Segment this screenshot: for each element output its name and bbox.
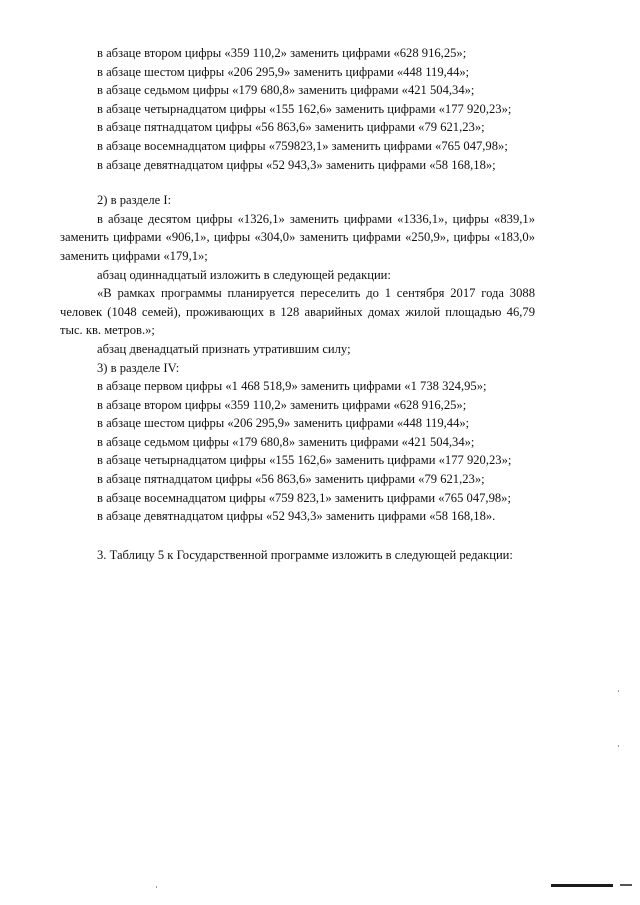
quoted-paragraph: «В рамках программы планируется переселить до 1 сентября 2017 года 3088 человек (1048 семей), проживающих в 128 аварийных домах жилой площадью 46,79 тыс. кв. метров.»; [60, 286, 535, 338]
paragraph: 3. Таблицу 5 к Государственной программе изложить в следующей редакции: [97, 547, 513, 562]
footer-dash [620, 884, 632, 886]
paragraph: в абзаце седьмом цифры «179 680,8» заменить цифрами «421 504,34»; [97, 434, 475, 449]
paragraph: в абзаце десятом цифры «1326,1» заменить цифрами «1336,1», цифры «839,1» заменить цифрами «906,1», цифры «304,0» заменить цифрами «250,9», цифры «183,0» заменить цифрами «179,1»; [60, 211, 535, 263]
paragraph: абзац одиннадцатый изложить в следующей редакции: [97, 267, 391, 282]
paragraph: в абзаце втором цифры «359 110,2» заменить цифрами «628 916,25»; [97, 46, 467, 60]
paragraph: в абзаце пятнадцатом цифры «56 863,6» заменить цифрами «79 621,23»; [97, 472, 485, 487]
paragraph: в абзаце шестом цифры «206 295,9» заменить цифрами «448 119,44»; [97, 64, 470, 79]
paragraph: в абзаце четырнадцатом цифры «155 162,6» заменить цифрами «177 920,23»; [97, 453, 512, 468]
paragraph: в абзаце седьмом цифры «179 680,8» заменить цифрами «421 504,34»; [97, 83, 475, 98]
spacer [60, 174, 535, 191]
section-heading: 2) в разделе I: [97, 193, 172, 208]
section-heading: 3) в разделе IV: [97, 360, 180, 375]
paragraph: в абзаце девятнадцатом цифры «52 943,3» заменить цифрами «58 168,18». [97, 509, 496, 524]
paragraph: в абзаце пятнадцатом цифры «56 863,6» заменить цифрами «79 621,23»; [97, 120, 485, 135]
paragraph: в абзаце восемнадцатом цифры «759823,1» заменить цифрами «765 047,98»; [97, 138, 508, 153]
paragraph: в абзаце шестом цифры «206 295,9» заменить цифрами «448 119,44»; [97, 416, 470, 431]
paragraph: в абзаце первом цифры «1 468 518,9» заменить цифрами «1 738 324,95»; [97, 379, 487, 394]
paragraph: абзац двенадцатый признать утратившим силу; [97, 341, 351, 356]
scan-speck [156, 886, 157, 888]
document-page [60, 44, 535, 564]
paragraph: в абзаце восемнадцатом цифры «759 823,1» заменить цифрами «765 047,98»; [97, 490, 511, 505]
scan-speck [618, 690, 619, 692]
paragraph: в абзаце девятнадцатом цифры «52 943,3» заменить цифрами «58 168,18»; [97, 157, 496, 172]
scan-speck [618, 745, 619, 747]
footer-rule [551, 884, 613, 887]
spacer [60, 526, 535, 546]
paragraph: в абзаце втором цифры «359 110,2» заменить цифрами «628 916,25»; [97, 397, 467, 412]
paragraph: в абзаце четырнадцатом цифры «155 162,6» заменить цифрами «177 920,23»; [97, 101, 512, 116]
